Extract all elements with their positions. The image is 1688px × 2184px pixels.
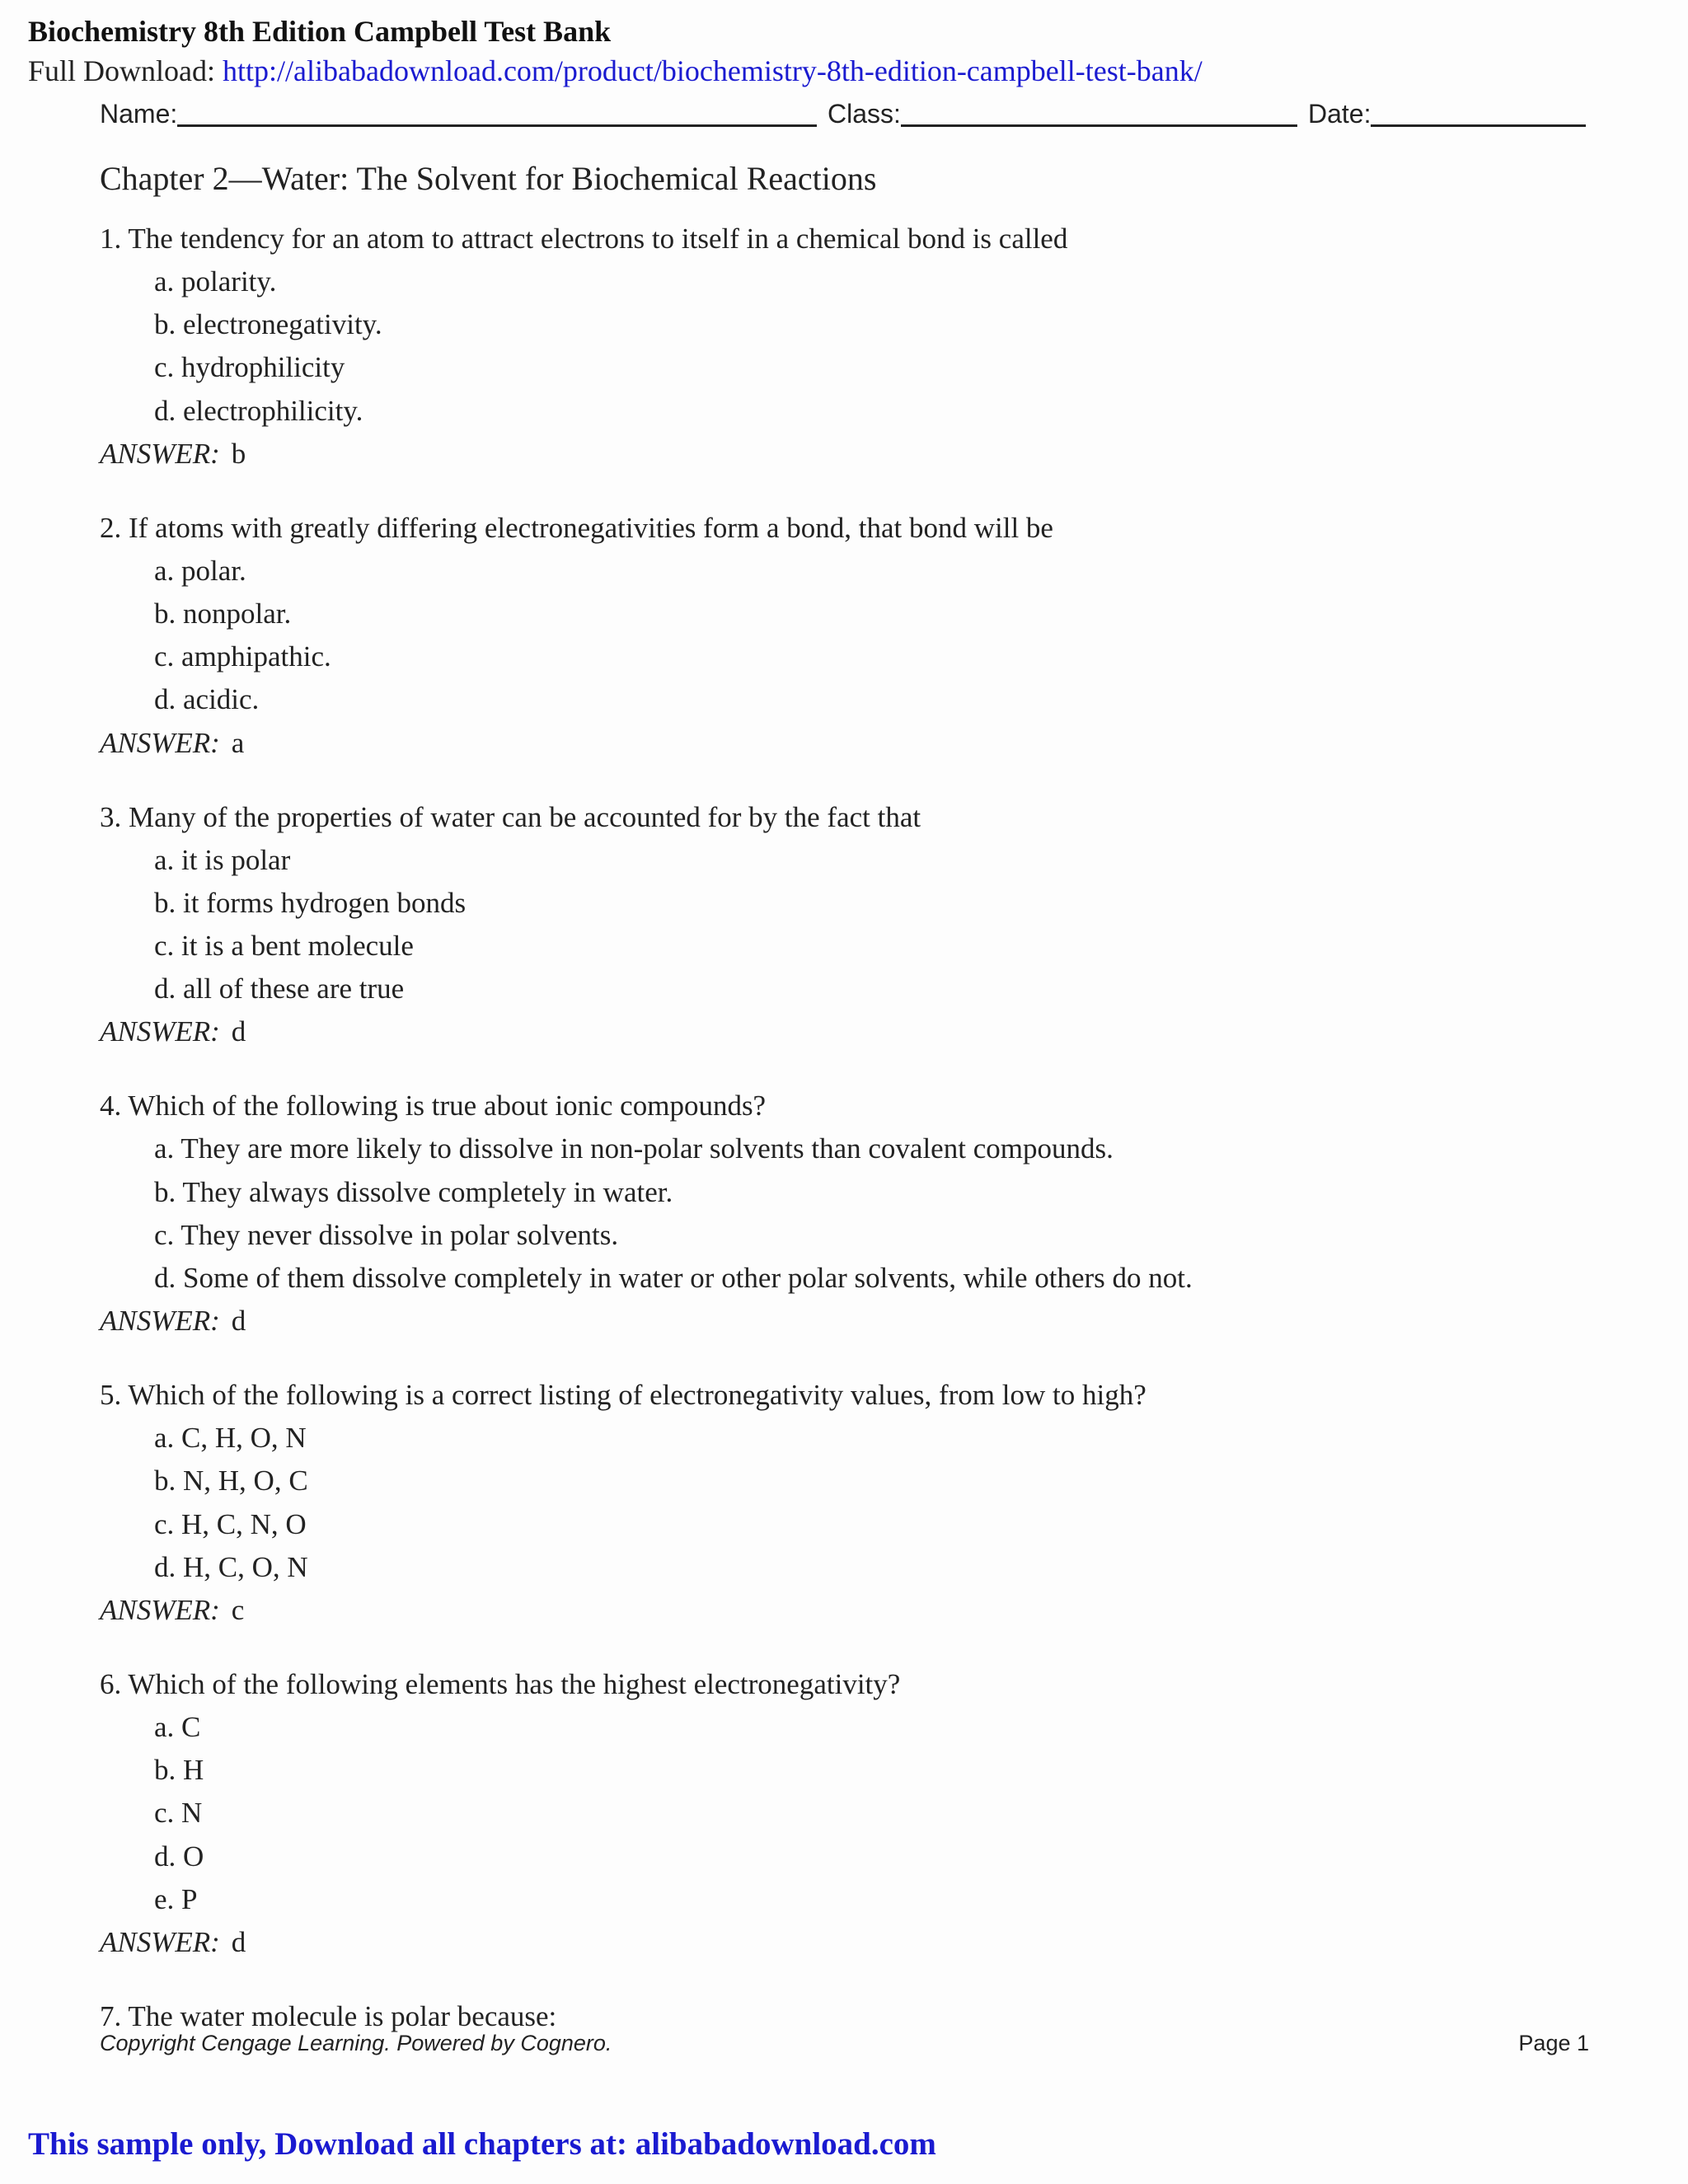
option-c: c. hydrophilicity bbox=[154, 351, 345, 384]
answer-value: a bbox=[231, 726, 245, 759]
document-title: Biochemistry 8th Edition Campbell Test Bank bbox=[28, 15, 612, 48]
option-list bbox=[100, 550, 1589, 722]
class-field bbox=[828, 97, 1297, 130]
answer-value: d bbox=[231, 1305, 246, 1338]
option-list bbox=[100, 260, 1589, 433]
option-b: b. electronegativity. bbox=[154, 308, 382, 341]
option-d: d. Some of them dissolve completely in water or other polar solvents, while others do not. bbox=[154, 1262, 1193, 1295]
question-stem: 6. Which of the following elements has the highest electronegativity? bbox=[100, 1668, 901, 1701]
question-stem: 4. Which of the following is true about ionic compounds? bbox=[100, 1090, 767, 1122]
answer-label: ANSWER: bbox=[100, 1926, 220, 1959]
answer-line bbox=[100, 1589, 1589, 1632]
answer-label: ANSWER: bbox=[100, 1594, 220, 1627]
option-list bbox=[100, 839, 1589, 1011]
test-content bbox=[100, 157, 1589, 2069]
date-field bbox=[1308, 97, 1586, 130]
download-line bbox=[28, 53, 1203, 89]
option-e: e. P bbox=[154, 1882, 198, 1915]
chapter-title: Chapter 2—Water: The Solvent for Biochemical Reactions bbox=[100, 160, 877, 197]
option-b: b. it forms hydrogen bonds bbox=[154, 886, 467, 919]
question-stem: 1. The tendency for an atom to attract electrons to itself in a chemical bond is called bbox=[100, 223, 1068, 255]
question-stem: 5. Which of the following is a correct listing of electronegativity values, from low to high? bbox=[100, 1379, 1146, 1412]
option-d: d. H, C, O, N bbox=[154, 1550, 308, 1583]
option-b: b. nonpolar. bbox=[154, 598, 292, 630]
question-3 bbox=[100, 796, 1589, 1054]
option-c: c. it is a bent molecule bbox=[154, 930, 414, 963]
option-a: a. polar. bbox=[154, 554, 246, 587]
option-d: d. O bbox=[154, 1840, 204, 1872]
class-label: Class: bbox=[828, 99, 901, 129]
answer-line bbox=[100, 433, 1589, 476]
answer-value: c bbox=[231, 1594, 245, 1627]
date-label: Date: bbox=[1308, 99, 1372, 129]
answer-line bbox=[100, 1010, 1589, 1053]
option-list bbox=[100, 1127, 1589, 1300]
date-blank-line[interactable] bbox=[1371, 124, 1586, 127]
name-blank-line[interactable] bbox=[177, 124, 817, 127]
answer-label: ANSWER: bbox=[100, 726, 220, 759]
class-blank-line[interactable] bbox=[901, 124, 1297, 127]
promo-banner: This sample only, Download all chapters at: alibabadownload.com bbox=[28, 2126, 936, 2162]
question-2 bbox=[100, 507, 1589, 765]
question-stem: 3. Many of the properties of water can be accounted for by the fact that bbox=[100, 800, 921, 833]
answer-label: ANSWER: bbox=[100, 437, 220, 470]
option-list bbox=[100, 1706, 1589, 1921]
answer-value: d bbox=[231, 1926, 246, 1959]
download-link[interactable]: http://alibabadownload.com/product/biochemistry-8th-edition-campbell-test-bank/ bbox=[223, 54, 1203, 87]
question-6 bbox=[100, 1663, 1589, 1964]
option-a: a. C, H, O, N bbox=[154, 1422, 307, 1455]
answer-line bbox=[100, 1300, 1589, 1343]
option-a: a. polarity. bbox=[154, 265, 277, 298]
question-stem: 7. The water molecule is polar because: bbox=[100, 2000, 557, 2033]
option-a: a. They are more likely to dissolve in non-polar solvents than covalent compounds. bbox=[154, 1132, 1114, 1165]
copyright-notice: Copyright Cengage Learning. Powered by Cognero. bbox=[100, 2031, 612, 2055]
page-footer bbox=[100, 2031, 1589, 2064]
student-info-row bbox=[100, 97, 1589, 134]
answer-value: b bbox=[231, 437, 246, 470]
option-a: a. it is polar bbox=[154, 843, 291, 876]
option-b: b. N, H, O, C bbox=[154, 1465, 308, 1497]
option-a: a. C bbox=[154, 1711, 201, 1744]
name-field bbox=[100, 97, 817, 130]
name-label: Name: bbox=[100, 99, 178, 129]
answer-line bbox=[100, 1921, 1589, 1964]
option-b: b. They always dissolve completely in water. bbox=[154, 1175, 673, 1208]
option-c: c. amphipathic. bbox=[154, 640, 331, 673]
option-d: d. all of these are true bbox=[154, 972, 405, 1005]
answer-line bbox=[100, 722, 1589, 765]
answer-value: d bbox=[231, 1015, 246, 1048]
option-d: d. electrophilicity. bbox=[154, 394, 363, 427]
question-4 bbox=[100, 1085, 1589, 1343]
question-5 bbox=[100, 1374, 1589, 1632]
option-list bbox=[100, 1417, 1589, 1589]
page-number: Page 1 bbox=[1518, 2031, 1589, 2055]
answer-label: ANSWER: bbox=[100, 1015, 220, 1048]
download-prefix: Full Download: bbox=[28, 54, 223, 87]
option-c: c. N bbox=[154, 1797, 203, 1830]
question-stem: 2. If atoms with greatly differing electronegativities form a bond, that bond will be bbox=[100, 511, 1053, 544]
option-d: d. acidic. bbox=[154, 683, 260, 716]
answer-label: ANSWER: bbox=[100, 1305, 220, 1338]
question-1 bbox=[100, 218, 1589, 476]
option-b: b. H bbox=[154, 1754, 204, 1787]
page-header bbox=[28, 13, 1203, 89]
option-c: c. They never dissolve in polar solvents. bbox=[154, 1218, 619, 1251]
option-c: c. H, C, N, O bbox=[154, 1507, 307, 1540]
